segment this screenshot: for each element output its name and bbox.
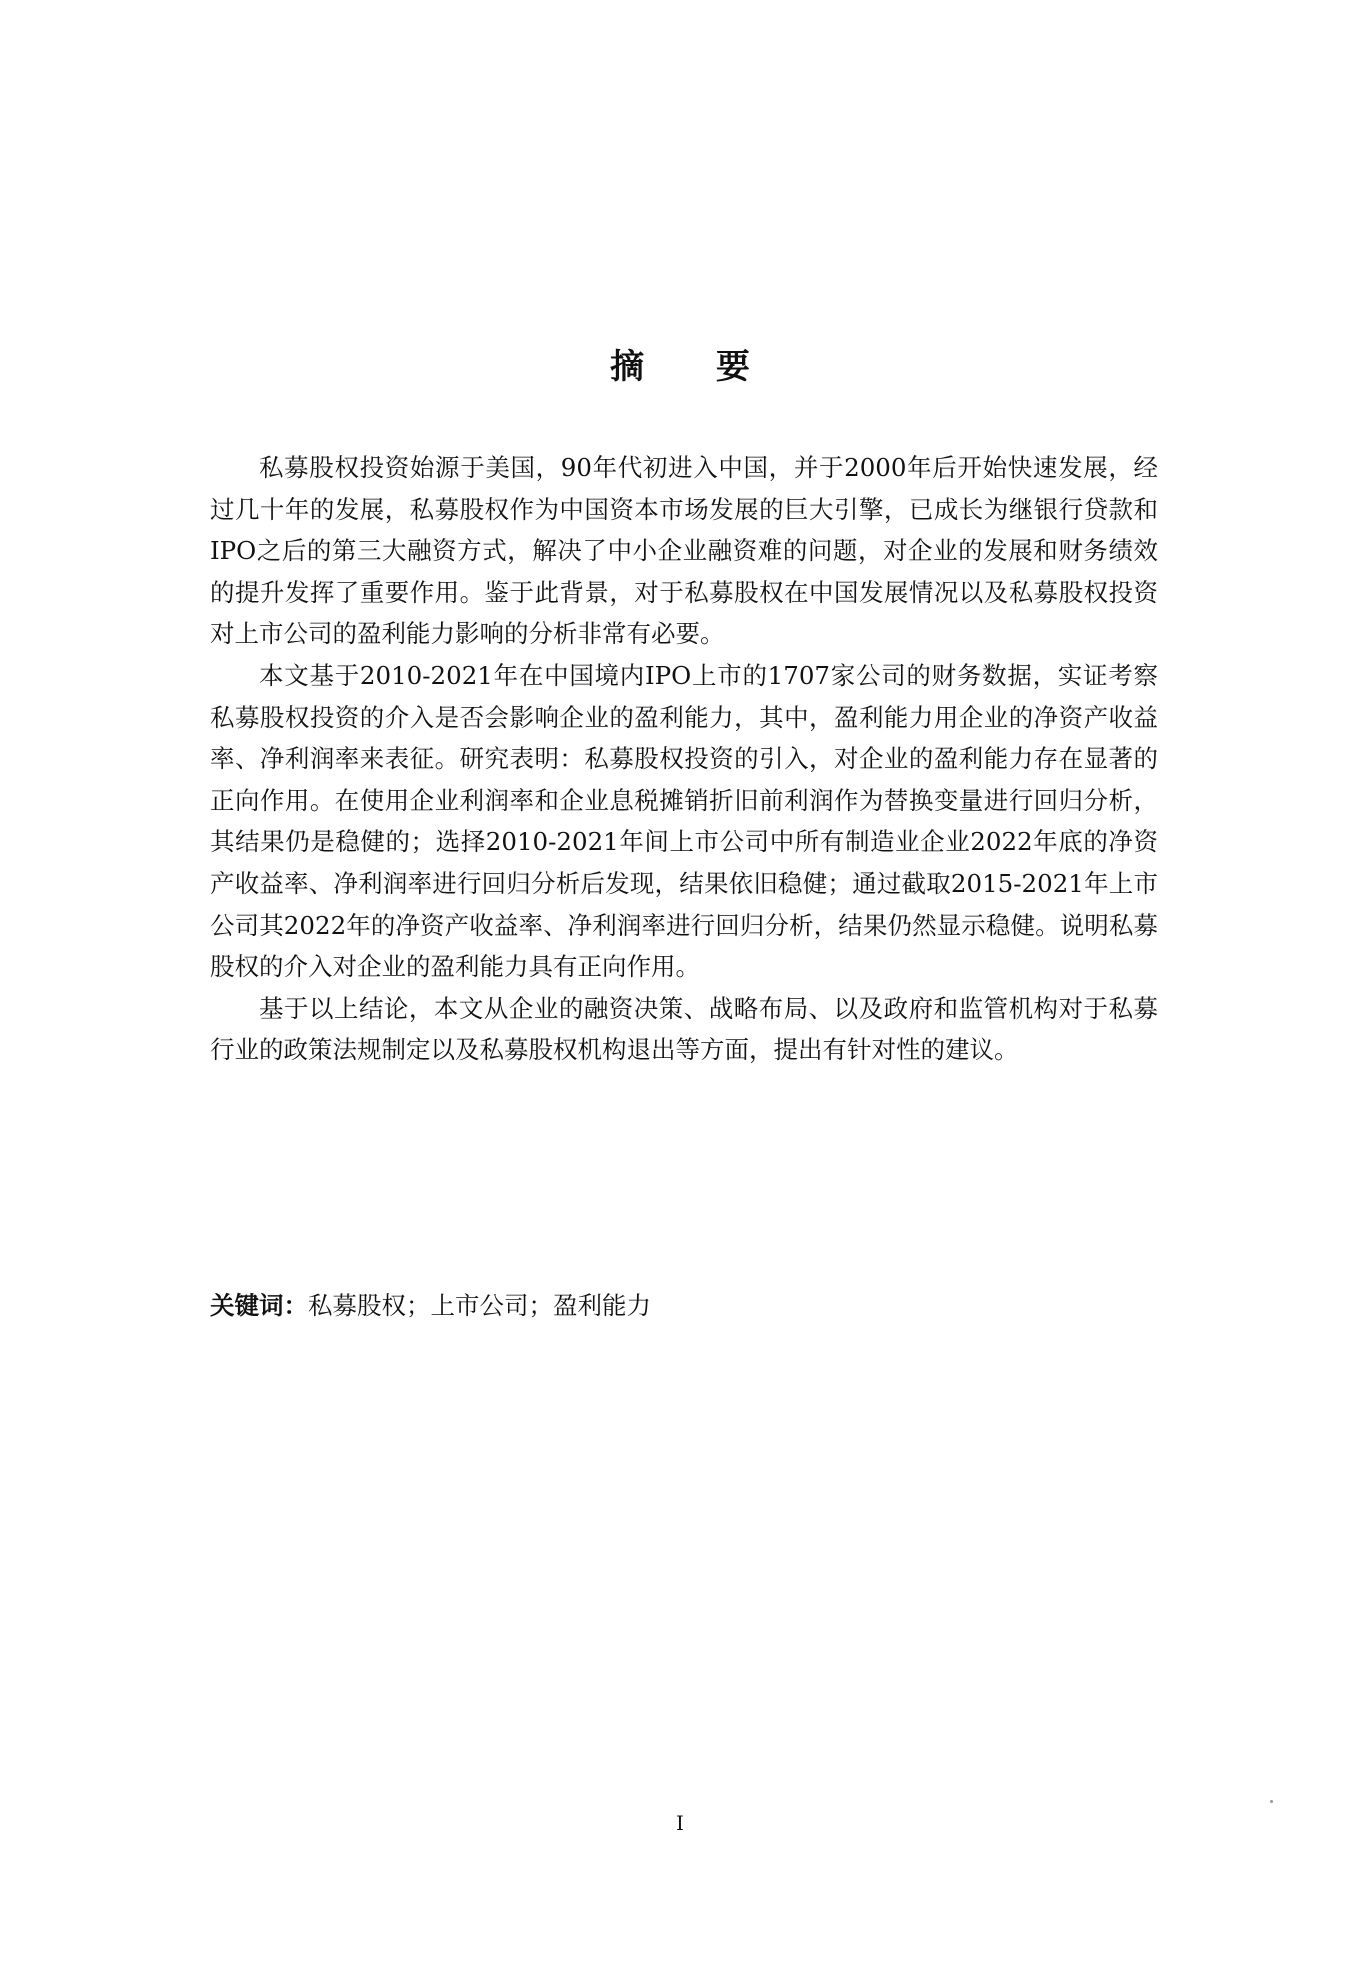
scan-speck bbox=[1270, 1800, 1273, 1803]
page-title: 摘 要 bbox=[610, 347, 780, 387]
abstract-paragraph-1: 私募股权投资始源于美国，90年代初进入中国，并于2000年后开始快速发展，经过几十年的发展，私募股权作为中国资本市场发展的巨大引擎，已成长为继银行贷款和IPO之后的第三大融资方式，解决了中小企业融资难的问题，对企业的发展和财务绩效的提升发挥了重要作用。鉴于此背景，对于私募股权在中国发展情况以及私募股权投资对上市公司的盈利能力影响的分析非常有必要。 bbox=[210, 453, 1158, 649]
page-number: I bbox=[676, 1811, 684, 1835]
keywords-value: 私募股权；上市公司；盈利能力 bbox=[308, 1291, 651, 1320]
abstract-paragraph-2: 本文基于2010-2021年在中国境内IPO上市的1707家公司的财务数据，实证考察私募股权投资的介入是否会影响企业的盈利能力，其中，盈利能力用企业的净资产收益率、净利润率来表征。研究表明：私募股权投资的引入，对企业的盈利能力存在显著的正向作用。在使用企业利润率和企业息税摊销折旧前利润作为替换变量进行回归分析，其结果仍是稳健的；选择2010-2021年间上市公司中所有制造业企业2022年底的净资产收益率、净利润率进行回归分析后发现，结果依旧稳健；通过截取2015-2021年上市公司其2022年的净资产收益率、净利润率进行回归分析，结果仍然显示稳健。说明私募股权的介入对企业的盈利能力具有正向作用。 bbox=[210, 660, 1158, 982]
keywords-label: 关键词： bbox=[210, 1291, 308, 1320]
abstract-paragraph-3: 基于以上结论，本文从企业的融资决策、战略布局、以及政府和监管机构对于私募行业的政策法规制定以及私募股权机构退出等方面，提出有针对性的建议。 bbox=[210, 993, 1158, 1065]
abstract-body bbox=[210, 447, 1158, 1071]
keywords-line bbox=[210, 1286, 1158, 1326]
